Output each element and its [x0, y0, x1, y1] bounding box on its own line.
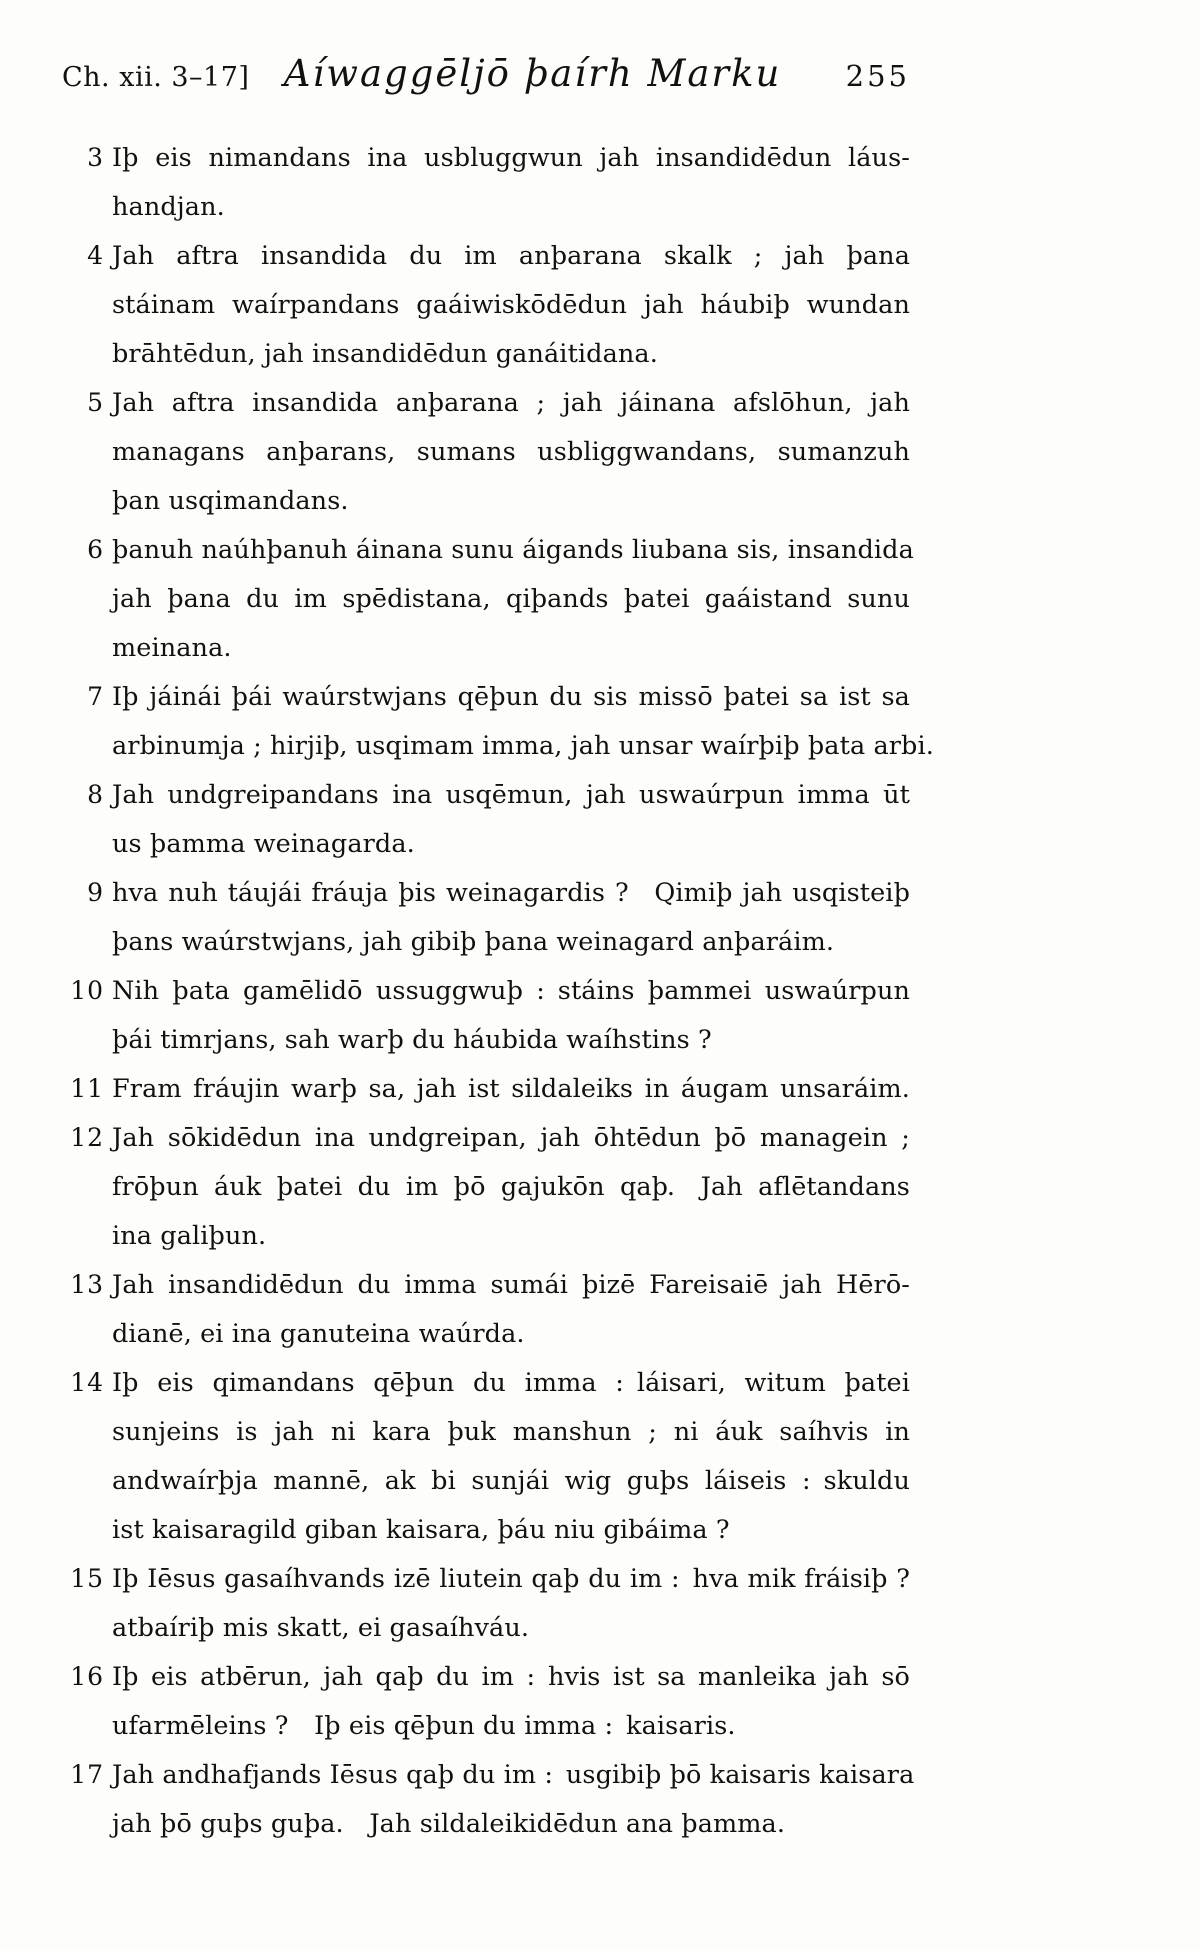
page-header	[62, 52, 910, 98]
verse-number: 8	[87, 780, 104, 809]
verse-11	[70, 1065, 910, 1114]
text-line: meinana.	[112, 633, 232, 663]
text-line: managans anþarans, sumans usbliggwandans, sumanzuh	[112, 437, 910, 467]
verse-17	[70, 1751, 915, 1849]
verse-9	[87, 869, 910, 967]
text-line: þanuh naúhþanuh áinana sunu áigands liubana sis, insandida	[112, 535, 914, 565]
text-line: þái timrjans, sah warþ du háubida waíhstins ?	[112, 1025, 712, 1055]
text-line: Iþ Iēsus gasaíhvands izē liutein qaþ du im : hva mik fráisiþ ?	[112, 1564, 910, 1594]
text-line: arbinumja ; hirjiþ, usqimam imma, jah unsar waírþiþ þata arbi.	[112, 731, 934, 761]
verse-number: 13	[70, 1270, 104, 1299]
verse-16	[70, 1653, 910, 1751]
page-title: Aíwaggēljō þaírh Marku	[283, 52, 782, 95]
verse-13	[70, 1261, 910, 1359]
text-line: ina galiþun.	[112, 1221, 267, 1251]
text-line: atbaíriþ mis skatt, ei gasaíhváu.	[112, 1613, 530, 1643]
text-line: frōþun áuk þatei du im þō gajukōn qaþ. Jah aflētandans	[112, 1172, 910, 1202]
text-line: jah þana du im spēdistana, qiþands þatei gaáistand sunu	[112, 584, 910, 614]
verse-number: 10	[70, 976, 104, 1005]
text-line: jah þō guþs guþa. Jah sildaleikidēdun ana þamma.	[112, 1809, 786, 1839]
text-line: Jah aftra insandida anþarana ; jah jáinana afslōhun, jah	[112, 388, 910, 418]
text-line: sunjeins is jah ni kara þuk manshun ; ni áuk saíhvis in	[112, 1417, 910, 1447]
page-number: 255	[845, 59, 910, 93]
text-line: Jah aftra insandida du im anþarana skalk ; jah þana	[112, 241, 910, 271]
text-line: dianē, ei ina ganuteina waúrda.	[112, 1319, 525, 1349]
text-line: stáinam waírpandans gaáiwiskōdēdun jah háubiþ wundan	[112, 290, 910, 320]
text-line: handjan.	[112, 192, 225, 222]
text-line: ist kaisaragild giban kaisara, þáu niu gibáima ?	[112, 1515, 730, 1545]
text-line: Jah undgreipandans ina usqēmun, jah uswaúrpun imma ūt	[112, 780, 910, 810]
verse-number: 14	[70, 1368, 104, 1397]
verse-number: 12	[70, 1123, 104, 1152]
text-line: Iþ eis atbērun, jah qaþ du im : hvis ist sa manleika jah sō	[112, 1662, 910, 1692]
verse-number: 16	[70, 1662, 104, 1691]
text-line: hva nuh táujái fráuja þis weinagardis ? Qimiþ jah usqisteiþ	[112, 878, 910, 908]
verses-section	[70, 134, 934, 1849]
verse-number: 4	[87, 241, 104, 270]
text-line: us þamma weinagarda.	[112, 829, 415, 859]
verse-number: 3	[87, 143, 104, 172]
verse-number: 9	[87, 878, 104, 907]
chapter-verse-range: Ch. xii. 3–17]	[62, 62, 250, 93]
text-line: Iþ jáinái þái waúrstwjans qēþun du sis missō þatei sa ist sa	[112, 682, 910, 712]
text-line: brāhtēdun, jah insandidēdun ganáitidana.	[112, 339, 658, 369]
verse-number: 6	[87, 535, 104, 564]
text-line: Fram fráujin warþ sa, jah ist sildaleiks in áugam unsaráim.	[112, 1074, 910, 1104]
text-line: Iþ eis qimandans qēþun du imma : láisari, witum þatei	[112, 1368, 910, 1398]
verse-8	[87, 771, 910, 869]
text-line: þans waúrstwjans, jah gibiþ þana weinagard anþaráim.	[112, 927, 835, 957]
text-line: Jah sōkidēdun ina undgreipan, jah ōhtēdun þō managein ;	[112, 1123, 910, 1153]
verse-14	[70, 1359, 910, 1555]
verse-number: 17	[70, 1760, 104, 1789]
verse-7	[87, 673, 934, 771]
verse-12	[70, 1114, 910, 1261]
verse-number: 7	[87, 682, 104, 711]
verse-4	[87, 232, 910, 379]
verse-15	[70, 1555, 910, 1653]
verse-6	[87, 526, 914, 673]
verse-3	[87, 134, 910, 232]
verse-10	[70, 967, 910, 1065]
verse-number: 5	[87, 388, 104, 417]
text-line: Jah andhafjands Iēsus qaþ du im : usgibiþ þō kaisaris kaisara	[112, 1760, 915, 1790]
text-line: Iþ eis nimandans ina usbluggwun jah insandidēdun láus-	[112, 143, 910, 173]
text-line: Jah insandidēdun du imma sumái þizē Fareisaiē jah Hērō-	[112, 1270, 910, 1300]
verse-5	[87, 379, 910, 526]
text-line: ufarmēleins ? Iþ eis qēþun du imma : kaisaris.	[112, 1711, 736, 1741]
text-line: Nih þata gamēlidō ussuggwuþ : stáins þammei uswaúrpun	[112, 976, 910, 1006]
verse-number: 11	[70, 1074, 104, 1103]
text-line: þan usqimandans.	[112, 486, 349, 516]
verse-number: 15	[70, 1564, 104, 1593]
text-line: andwaírþja mannē, ak bi sunjái wig guþs láiseis : skuldu	[112, 1466, 910, 1496]
